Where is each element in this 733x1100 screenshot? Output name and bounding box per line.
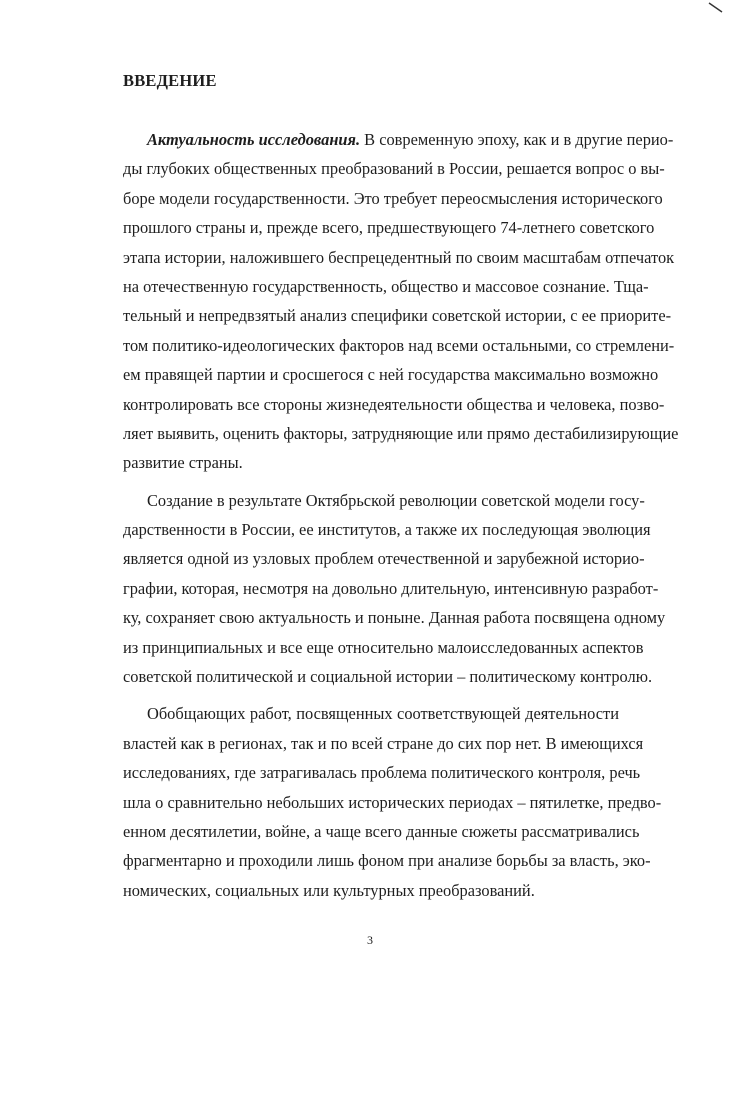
section-heading: ВВЕДЕНИЕ (123, 71, 217, 90)
paragraph-3-line: шла о сравнительно небольших исторических периодах – пятилетке, предво- (123, 792, 662, 812)
paragraph-2-line: графии, которая, несмотря на довольно длительную, интенсивную разработ- (123, 578, 659, 598)
paragraph-3-line: исследованиях, где затрагивалась проблема политического контроля, речь (123, 763, 641, 783)
paragraph-1-line: том политико-идеологических факторов над всеми остальными, со стремлени- (123, 335, 675, 355)
paragraph-gap (123, 478, 619, 486)
paragraph-2-line: советской политической и социальной истории – политическому контролю. (123, 667, 653, 687)
paragraph-gap (123, 691, 619, 699)
paragraph-1-line: ляет выявить, оценить факторы, затрудняющие или прямо дестабилизирующие (123, 423, 679, 443)
paragraph-2-line: дарственности в России, ее институтов, а также их последующая эволюция (123, 520, 651, 540)
paragraph-3-line: енном десятилетии, войне, а чаще всего данные сюжеты рассматривались (123, 821, 640, 841)
paragraph-2-line: является одной из узловых проблем отечественной и зарубежной историо- (123, 549, 645, 569)
paragraph-1-line: тельный и непредвзятый анализ специфики советской истории, с ее приорите- (123, 306, 672, 326)
paragraph-1-line: ем правящей партии и сросшегося с ней государства максимально возможно (123, 365, 659, 385)
paragraph-3-line: Обобщающих работ, посвященных соответствующей деятельности (147, 704, 619, 724)
document-body (123, 125, 679, 905)
paragraph-1-line: боре модели государственности. Это требует переосмысления исторического (123, 188, 663, 208)
paragraph-3-line: властей как в регионах, так и по всей стране до сих пор нет. В имеющихся (123, 733, 644, 753)
paragraph-1-line-1 (123, 125, 674, 154)
paragraph-3-line: фрагментарно и проходили лишь фоном при анализе борьбы за власть, эко- (123, 851, 651, 871)
paragraph-1-line: развитие страны. (123, 453, 243, 473)
paragraph-3-line: номических, социальных или культурных преобразований. (123, 880, 535, 900)
paragraph-lead: Актуальность исследования. (147, 130, 361, 149)
paragraph-1-line: ды глубоких общественных преобразований в России, решается вопрос о вы- (123, 159, 665, 179)
paragraph-2-line: ку, сохраняет свою актуальность и поныне. Данная работа посвящена одному (123, 608, 666, 628)
page-number: 3 (367, 933, 373, 947)
paragraph-1-line-1-text: В современную эпоху, как и в другие перио- (360, 130, 674, 149)
paragraph-2-line: Создание в результате Октябрьской революции советской модели госу- (147, 490, 645, 510)
paragraph-1-line: прошлого страны и, прежде всего, предшествующего 74-летнего советского (123, 218, 655, 238)
paragraph-1-line: контролировать все стороны жизнедеятельности общества и человека, позво- (123, 394, 665, 414)
scan-mark (708, 2, 724, 14)
paragraph-2-line: из принципиальных и все еще относительно малоисследованных аспектов (123, 637, 644, 657)
paragraph-1-line: этапа истории, наложившего беспрецедентный по своим масштабам отпечаток (123, 247, 675, 267)
paragraph-1-line: на отечественную государственность, общество и массовое сознание. Тща- (123, 276, 649, 296)
